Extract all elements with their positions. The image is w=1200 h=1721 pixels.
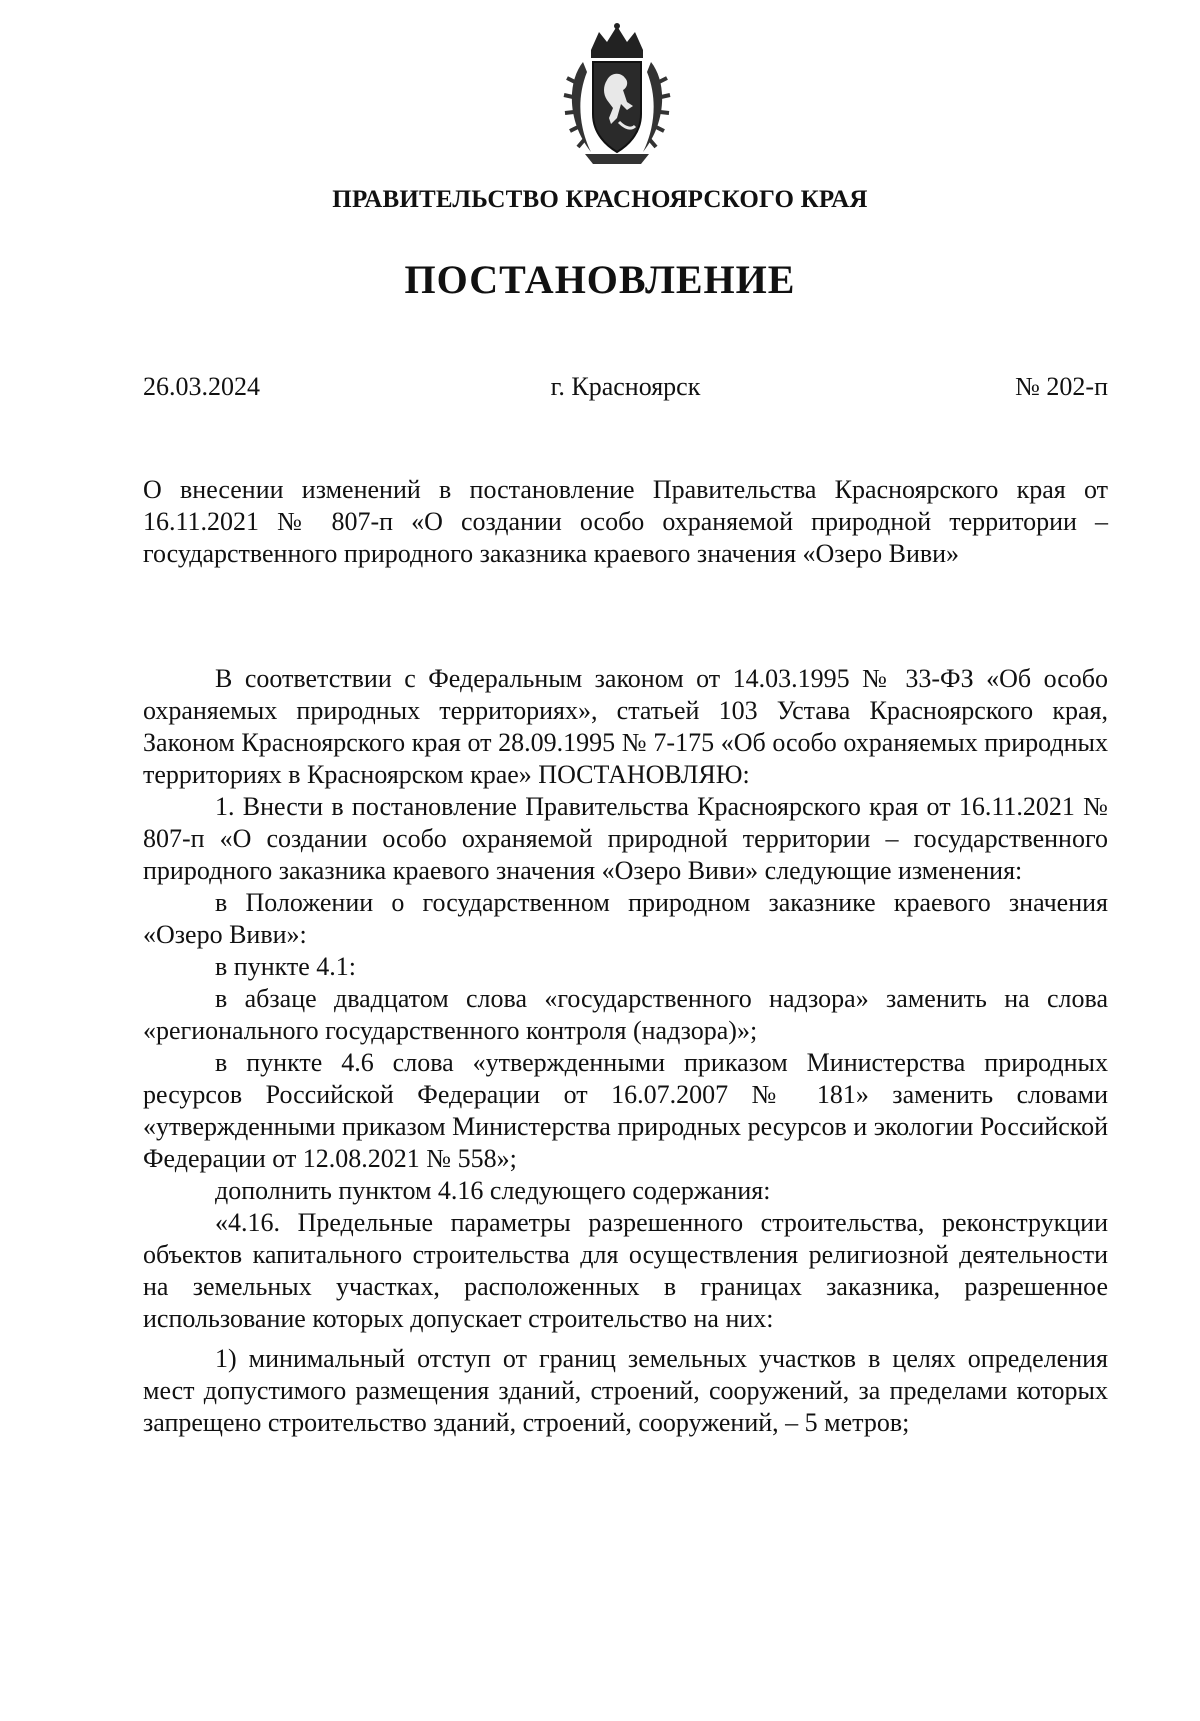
paragraph: в пункте 4.6 слова «утвержденными приказом Министерства природных ресурсов Российской Федерации от 16.07.2007 № 181» заменить словами «утвержденными приказом Министерства природных ресурсов и экологии Российской Федерации от 12.08.2021 № 558»; xyxy=(143,1048,1108,1173)
document-subject: О внесении изменений в постановление Правительства Красноярского края от 16.11.2021 № 807-п «О создании особо охраняемой природной территории – государственного природного заказника краевого значения «Озеро Виви» xyxy=(143,475,1108,568)
paragraph: дополнить пунктом 4.16 следующего содержания: xyxy=(215,1176,771,1205)
document-city: г. Красноярск xyxy=(550,372,701,401)
document-number: № 202-п xyxy=(1015,372,1108,401)
document-type-title: ПОСТАНОВЛЕНИЕ xyxy=(404,257,796,302)
organization-title: ПРАВИТЕЛЬСТВО КРАСНОЯРСКОГО КРАЯ xyxy=(332,186,868,213)
document-body xyxy=(143,663,1108,1439)
paragraph: «4.16. Предельные параметры разрешенного строительства, реконструкции объектов капитального строительства для осуществления религиозной деятельности на земельных участках, расположенных в границах заказника, разрешенное использование которых допускает строительство на них: xyxy=(143,1208,1108,1333)
paragraph: в пункте 4.1: xyxy=(215,952,357,981)
coat-of-arms-icon xyxy=(561,22,673,168)
paragraph: 1. Внести в постановление Правительства Красноярского края от 16.11.2021 № 807-п «О создании особо охраняемой природной территории – государственного природного заказника краевого значения «Озеро Виви» следующие изменения: xyxy=(143,792,1108,885)
paragraph: в Положении о государственном природном заказнике краевого значения «Озеро Виви»: xyxy=(143,888,1108,949)
paragraph: В соответствии с Федеральным законом от 14.03.1995 № 33-ФЗ «Об особо охраняемых природных территориях», статьей 103 Устава Красноярского края, Законом Красноярского края от 28.09.1995 № 7-175 «Об особо охраняемых природных территориях в Красноярском крае» ПОСТАНОВЛЯЮ: xyxy=(143,664,1108,789)
document-date: 26.03.2024 xyxy=(143,372,260,401)
paragraph: в абзаце двадцатом слова «государственного надзора» заменить на слова «регионального государственного контроля (надзора)»; xyxy=(143,984,1108,1045)
paragraph: 1) минимальный отступ от границ земельных участков в целях определения мест допустимого размещения зданий, строений, сооружений, за пределами которых запрещено строительство зданий, строений, сооружений, – 5 метров; xyxy=(143,1344,1108,1437)
